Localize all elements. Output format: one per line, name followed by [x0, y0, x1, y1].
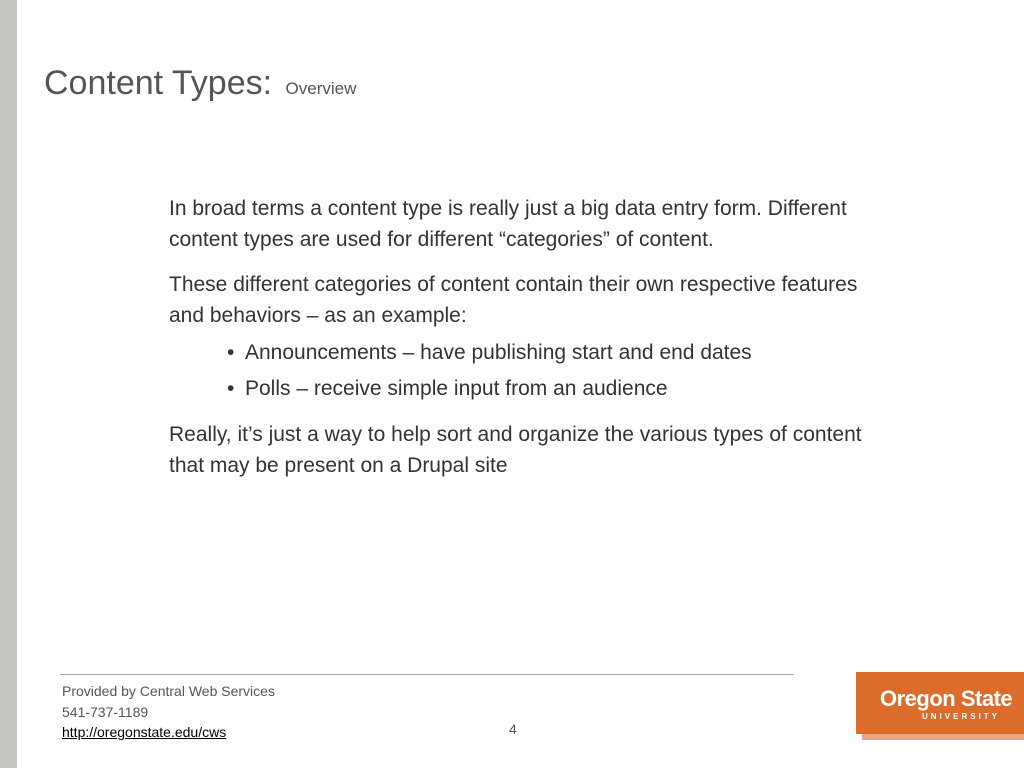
page-number: 4: [509, 721, 517, 737]
list-item-text: Polls – receive simple input from an audience: [245, 377, 668, 400]
logo-line1: Oregon State: [880, 686, 1013, 711]
slide-title: [44, 64, 356, 103]
footer-link[interactable]: http://oregonstate.edu/cws: [62, 724, 227, 740]
list-item: [227, 335, 869, 371]
slide-subtitle: Overview: [285, 79, 357, 98]
footer-divider: [60, 674, 794, 675]
slide-title-main: Content Types:: [44, 64, 273, 102]
slide-body: [169, 193, 869, 495]
oregon-state-logo: [856, 672, 1024, 734]
paragraph-intro: In broad terms a content type is really just a big data entry form. Different content types are used for different “categories” of content.: [169, 197, 847, 251]
paragraph-closing: Really, it’s just a way to help sort and organize the various types of content that may be present on a Drupal site: [169, 423, 862, 477]
footer-provider: Provided by Central Web Services: [62, 683, 275, 699]
footer-info: [62, 681, 275, 743]
example-list: [169, 335, 869, 407]
logo-line2: UNIVERSITY: [922, 712, 1001, 721]
left-side-bar: [0, 0, 17, 768]
bullet-icon: •: [227, 377, 235, 400]
list-item: [227, 371, 869, 407]
bullet-icon: •: [227, 341, 235, 364]
list-item-text: Announcements – have publishing start and end dates: [245, 341, 752, 364]
footer-phone: 541-737-1189: [62, 703, 149, 720]
paragraph-categories: These different categories of content contain their own respective features and behaviors – as an example:: [169, 273, 858, 327]
